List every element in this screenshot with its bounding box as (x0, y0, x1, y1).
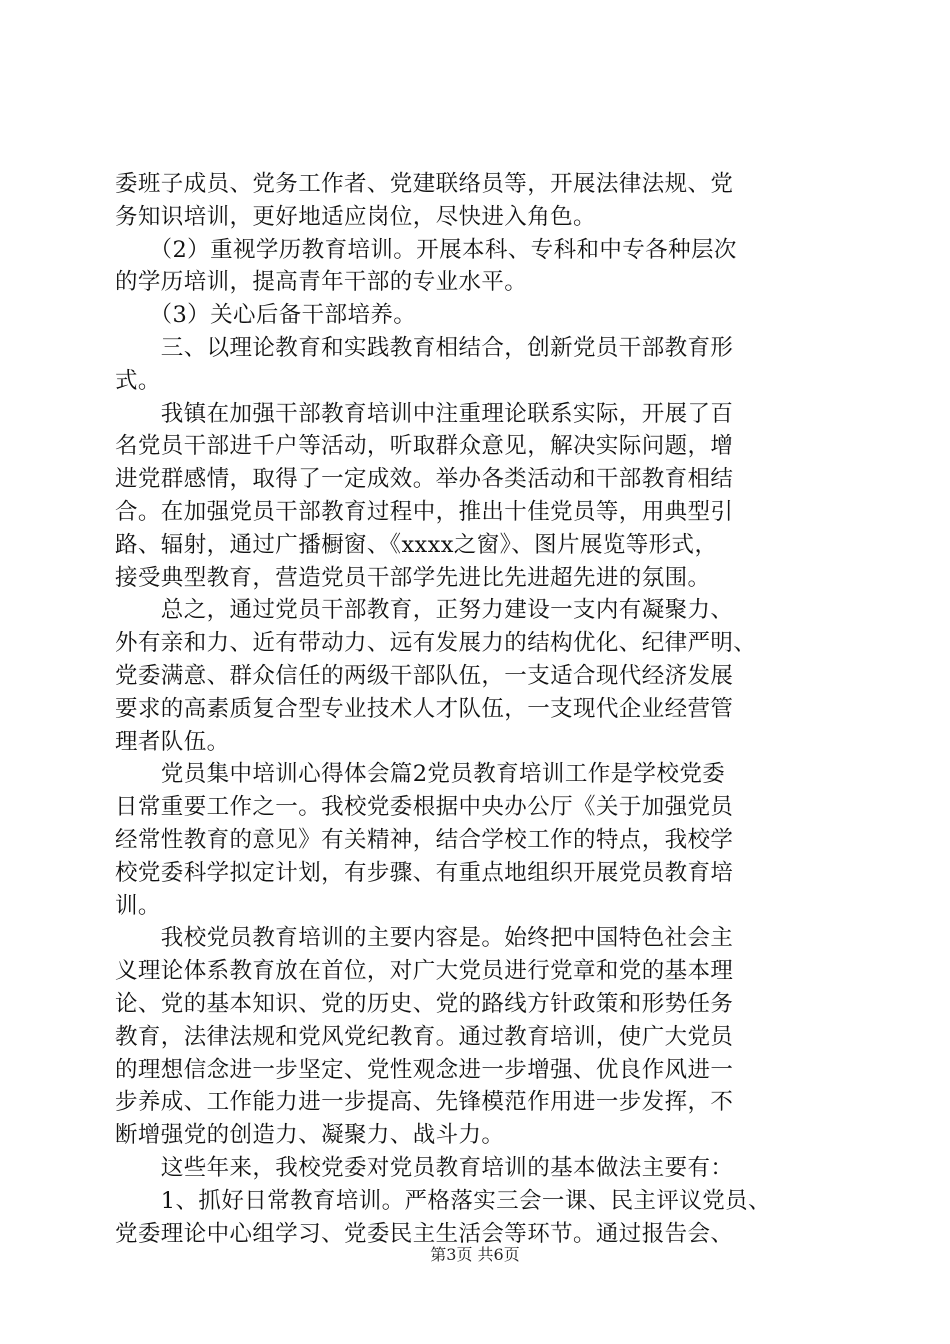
text-line: 我镇在加强干部教育培训中注重理论联系实际，开展了百 (115, 400, 734, 427)
text-line: 党员集中培训心得体会篇2党员教育培训工作是学校党委 (115, 761, 726, 788)
text-line: 务知识培训，更好地适应岗位，尽快进入角色。 (115, 203, 596, 230)
text-line: 校党委科学拟定计划，有步骤、有重点地组织开展党员教育培 (115, 859, 734, 886)
text-line: 要求的高素质复合型专业技术人才队伍，一支现代企业经营管 (115, 695, 734, 722)
text-line: 义理论体系教育放在首位，对广大党员进行党章和党的基本理 (115, 958, 734, 985)
page-number-footer: 第3页 共6页 (430, 1245, 520, 1264)
text-line: 接受典型教育，营造党员干部学先进比先进超先进的氛围。 (115, 564, 711, 591)
text-line: 合。在加强党员干部教育过程中，推出十佳党员等，用典型引 (115, 498, 734, 525)
text-line: （3）关心后备干部培养。 (115, 302, 417, 329)
document-body (115, 168, 835, 1250)
text-line: 外有亲和力、近有带动力、远有发展力的结构优化、纪律严明、 (115, 630, 757, 657)
text-line: 进党群感情，取得了一定成效。举办各类活动和干部教育相结 (115, 466, 734, 493)
text-line: 名党员干部进千户等活动，听取群众意见，解决实际问题，增 (115, 433, 734, 460)
text-line: 日常重要工作之一。我校党委根据中央办公厅《关于加强党员 (115, 794, 734, 821)
section-heading-line: 式。 (115, 367, 161, 394)
text-line: 教育，法律法规和党风党纪教育。通过教育培训，使广大党员 (115, 1023, 734, 1050)
text-line: 理者队伍。 (115, 728, 230, 755)
text-line: 这些年来，我校党委对党员教育培训的基本做法主要有： (115, 1154, 734, 1181)
section-heading-line: 三、以理论教育和实践教育相结合，创新党员干部教育形 (115, 334, 734, 361)
text-line: 经常性教育的意见》有关精神，结合学校工作的特点，我校学 (115, 826, 734, 853)
text-line: 断增强党的创造力、凝聚力、战斗力。 (115, 1122, 505, 1149)
text-line: 党委理论中心组学习、党委民主生活会等环节。通过报告会、 (115, 1220, 734, 1247)
text-line: 的理想信念进一步坚定、党性观念进一步增强、优良作风进一 (115, 1056, 734, 1083)
text-line: 我校党员教育培训的主要内容是。始终把中国特色社会主 (115, 925, 734, 952)
text-line: 训。 (115, 892, 161, 919)
text-line: 路、辐射，通过广播橱窗、《xxxx之窗》、图片展览等形式， (115, 531, 718, 558)
text-line: 论、党的基本知识、党的历史、党的路线方针政策和形势任务 (115, 990, 734, 1017)
text-line: 的学历培训，提高青年干部的专业水平。 (115, 269, 528, 296)
text-line: 总之，通过党员干部教育，正努力建设一支内有凝聚力、 (115, 597, 734, 624)
text-line: 委班子成员、党务工作者、党建联络员等，开展法律法规、党 (115, 171, 734, 197)
text-line: 步养成、工作能力进一步提高、先锋模范作用进一步发挥，不 (115, 1089, 734, 1116)
text-line: 1、抓好日常教育培训。严格落实三会一课、民主评议党员、 (115, 1187, 771, 1214)
text-line: （2）重视学历教育培训。开展本科、专科和中专各种层次 (115, 236, 737, 263)
text-line: 党委满意、群众信任的两级干部队伍，一支适合现代经济发展 (115, 662, 734, 689)
